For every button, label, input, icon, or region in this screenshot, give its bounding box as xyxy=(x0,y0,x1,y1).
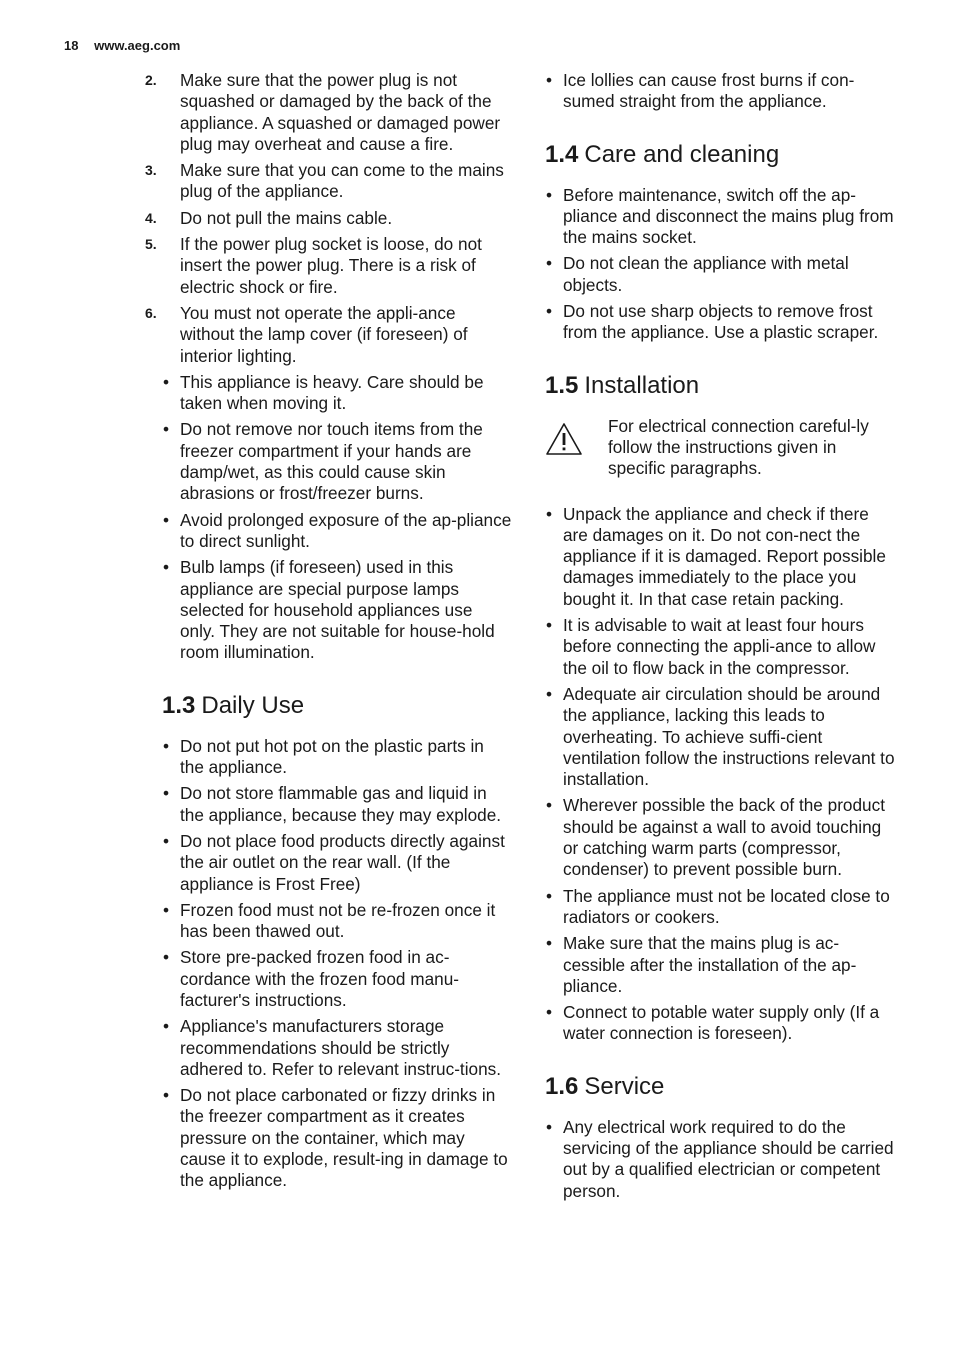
bullet-icon: • xyxy=(546,1116,553,1137)
section-title: Installation xyxy=(584,371,700,399)
bullet-item xyxy=(162,736,512,779)
bullet-icon: • xyxy=(163,830,170,851)
bullet-icon: • xyxy=(163,899,170,920)
item-text: The appliance must not be located close to radiators or cookers. xyxy=(563,885,890,927)
warning-triangle-icon xyxy=(545,422,583,456)
bullet-item xyxy=(545,1002,897,1045)
bullet-item xyxy=(545,70,897,113)
item-text: It is advisable to wait at least four hours before connecting the appli-ance to allow the oil to flow back in the compressor. xyxy=(563,615,876,678)
item-text: Avoid prolonged exposure of the ap-pliance to direct sunlight. xyxy=(180,509,512,551)
numbered-item xyxy=(127,208,512,229)
section-title: Daily Use xyxy=(201,691,305,719)
bullet-item xyxy=(545,301,897,344)
bullet-icon: • xyxy=(546,885,553,906)
bullet-icon: • xyxy=(163,371,170,392)
item-text: Make sure that you can come to the mains plug of the appliance. xyxy=(180,160,504,202)
item-text: Wherever possible the back of the product should be against a wall to avoid touching or catching warm parts (compressor, condenser) to prevent possible burn. xyxy=(563,795,885,880)
bullet-icon: • xyxy=(546,301,553,322)
bullet-icon: • xyxy=(163,419,170,440)
bullet-icon: • xyxy=(163,1016,170,1037)
bullet-icon: • xyxy=(546,70,553,90)
item-text: Bulb lamps (if foreseen) used in this appliance are special purpose lamps selected for household appliances use only. They are not suitable for house-hold room illumination. xyxy=(180,557,495,663)
section-number: 1.4 xyxy=(545,140,579,168)
numbered-item xyxy=(127,234,512,298)
bullet-item xyxy=(545,795,897,880)
bullet-item xyxy=(162,372,512,415)
item-text: Do not remove nor touch items from the freezer compartment if your hands are damp/wet, as this could cause skin abrasions or frost/freezer burns. xyxy=(180,419,483,504)
numbered-item xyxy=(127,160,512,203)
item-number: 3. xyxy=(145,162,157,179)
section-heading-care xyxy=(545,141,897,169)
bullet-icon: • xyxy=(546,615,553,636)
bullet-item xyxy=(545,933,897,997)
section-heading-daily-use xyxy=(162,692,512,720)
bullet-item xyxy=(545,886,897,929)
item-text: Do not use sharp objects to remove frost from the appliance. Use a plastic scraper. xyxy=(563,301,879,343)
item-number: 4. xyxy=(145,209,157,226)
bullet-icon: • xyxy=(546,253,553,274)
bullet-item xyxy=(162,900,512,943)
numbered-item xyxy=(127,303,512,367)
item-number: 5. xyxy=(145,236,157,253)
bullet-item xyxy=(545,684,897,790)
bullet-item xyxy=(162,419,512,504)
section-number: 1.5 xyxy=(545,371,579,399)
bullet-icon: • xyxy=(163,1085,170,1106)
item-text: Make sure that the power plug is not squashed or damaged by the back of the appliance. A squashed or damaged power plug may overheat and cause a fire. xyxy=(180,70,501,154)
bullet-icon: • xyxy=(163,557,170,578)
bullet-icon: • xyxy=(546,184,553,205)
bullet-item xyxy=(545,185,897,249)
bullet-item xyxy=(545,1117,897,1202)
warning-note xyxy=(545,416,897,480)
item-text: Ice lollies can cause frost burns if con-sumed straight from the appliance. xyxy=(563,70,855,112)
section-title: Service xyxy=(584,1072,665,1100)
section-title: Care and cleaning xyxy=(584,140,780,168)
item-text: You must not operate the appli-ance without the lamp cover (if foreseen) of interior lighting. xyxy=(180,302,468,366)
bullet-item xyxy=(162,1016,512,1080)
right-column xyxy=(545,70,897,1207)
bullet-icon: • xyxy=(546,795,553,816)
section-heading-installation xyxy=(545,372,897,400)
item-text: Store pre-packed frozen food in ac-cordance with the frozen food manu-facturer's instructions. xyxy=(180,947,459,1010)
section-number: 1.6 xyxy=(545,1072,579,1100)
item-text: Do not clean the appliance with metal objects. xyxy=(563,253,849,295)
bullet-icon: • xyxy=(163,509,170,530)
item-text: Do not store flammable gas and liquid in the appliance, because they may explode. xyxy=(180,783,502,825)
item-number: 2. xyxy=(145,72,157,88)
item-text: Any electrical work required to do the servicing of the appliance should be carried out by a qualified electrician or competent person. xyxy=(563,1116,894,1201)
bullet-item xyxy=(545,253,897,296)
bullet-item xyxy=(545,504,897,610)
bullet-icon: • xyxy=(546,1002,553,1023)
item-text: If the power plug socket is loose, do not insert the power plug. There is a risk of electric shock or fire. xyxy=(180,234,482,297)
item-text: This appliance is heavy. Care should be taken when moving it. xyxy=(180,371,484,414)
item-text: Do not put hot pot on the plastic parts in the appliance. xyxy=(180,735,484,778)
item-text: Unpack the appliance and check if there are damages on it. Do not con-nect the appliance if it is damaged. Report possible damages immediately to the place you bought it. In that case retain packing. xyxy=(563,503,886,609)
page-header xyxy=(64,38,180,53)
item-text: Frozen food must not be re-frozen once it has been thawed out. xyxy=(180,899,496,942)
site-url: www.aeg.com xyxy=(94,38,181,53)
warning-text: For electrical connection careful-ly follow the instructions given in specific paragraphs. xyxy=(608,415,869,479)
item-text: Make sure that the mains plug is ac-cessible after the installation of the ap-pliance. xyxy=(563,933,857,996)
numbered-item xyxy=(127,70,512,155)
item-text: Connect to potable water supply only (If a water connection is foreseen). xyxy=(563,1002,880,1044)
bullet-item xyxy=(162,831,512,895)
bullet-icon: • xyxy=(163,783,170,804)
section-heading-service xyxy=(545,1073,897,1101)
item-text: Adequate air circulation should be around the appliance, lacking this leads to overheating. To achieve suffi-cient ventilation follow the instructions relevant to installation. xyxy=(563,683,895,790)
bullet-icon: • xyxy=(546,933,553,954)
item-text: Do not place carbonated or fizzy drinks in the freezer compartment as it creates pressure on the container, which may cause it to explode, result-ing in damage to the appliance. xyxy=(180,1085,508,1191)
bullet-icon: • xyxy=(163,735,170,756)
item-number: 6. xyxy=(145,304,157,321)
bullet-icon: • xyxy=(546,683,553,704)
bullet-item xyxy=(162,783,512,826)
bullet-item xyxy=(545,615,897,679)
bullet-icon: • xyxy=(546,503,553,524)
bullet-item xyxy=(162,510,512,553)
page-number: 18 xyxy=(64,38,79,53)
item-text: Do not pull the mains cable. xyxy=(180,207,393,228)
section-number: 1.3 xyxy=(162,691,196,719)
left-column xyxy=(145,70,512,1197)
item-text: Do not place food products directly against the air outlet on the rear wall. (If the appliance is Frost Free) xyxy=(180,830,505,894)
item-text: Appliance's manufacturers storage recommendations should be strictly adhered to. Refer to relevant instruc-tions. xyxy=(180,1016,501,1079)
bullet-item xyxy=(162,947,512,1011)
item-text: Before maintenance, switch off the ap-pliance and disconnect the mains plug from the mains socket. xyxy=(563,184,894,248)
bullet-item xyxy=(162,1085,512,1191)
bullet-icon: • xyxy=(163,947,170,968)
bullet-item xyxy=(162,557,512,663)
